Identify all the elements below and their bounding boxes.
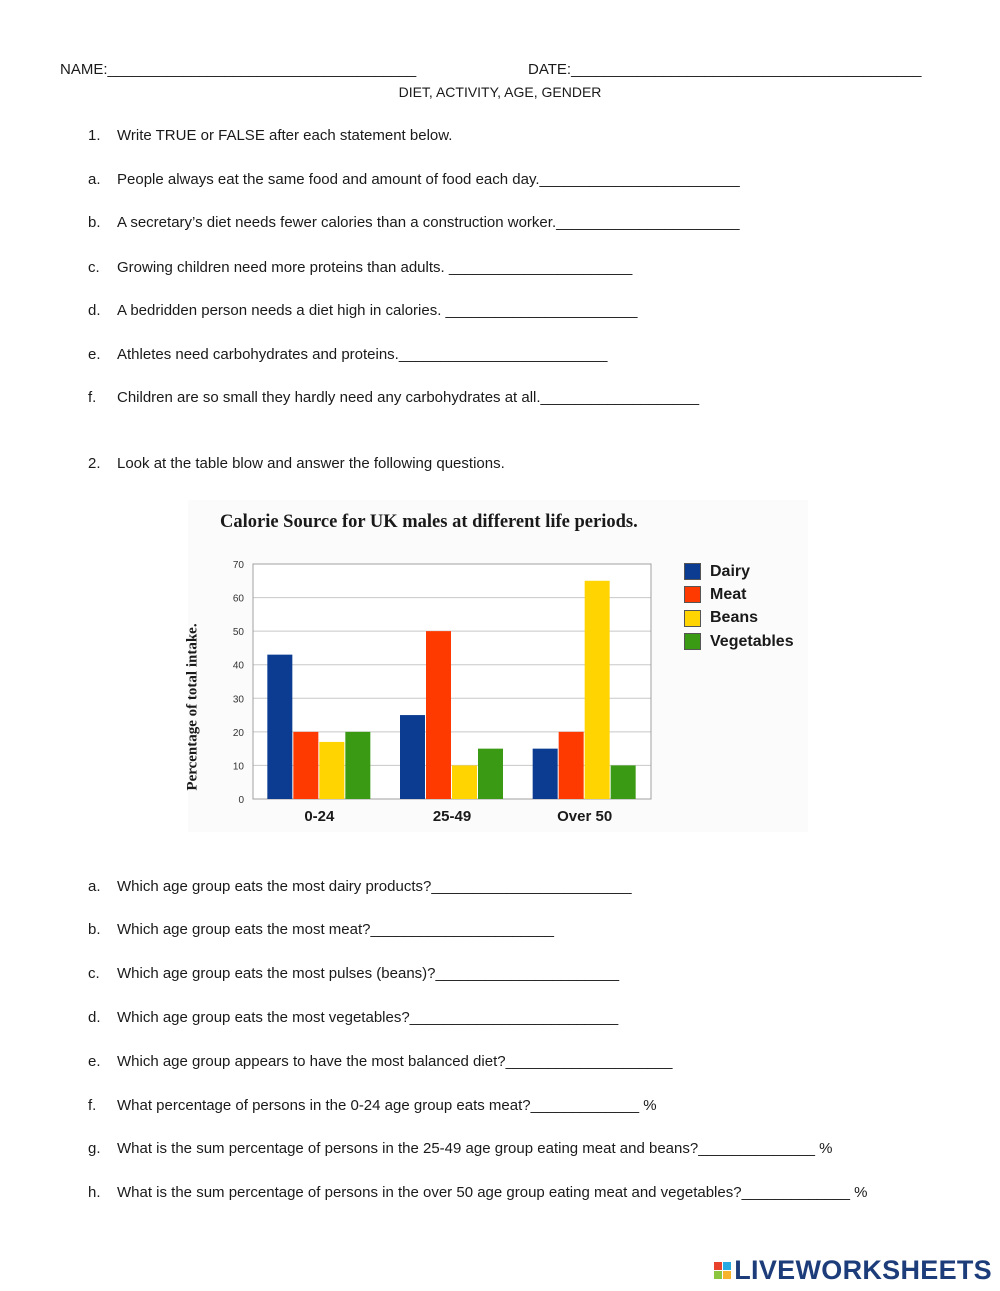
q2-item-letter: g. xyxy=(88,1140,101,1157)
chart-ylabel: Percentage of total intake. xyxy=(184,623,201,791)
logo-mark-icon xyxy=(714,1262,731,1279)
q1-item-letter: a. xyxy=(88,171,101,188)
q2-item-f[interactable]: What percentage of persons in the 0-24 age group eats meat?_____________ % xyxy=(117,1097,657,1114)
y-tick-label: 50 xyxy=(232,627,244,639)
q2-prompt: Look at the table blow and answer the following questions. xyxy=(117,455,505,472)
name-label: NAME: xyxy=(60,61,108,78)
legend-item-dairy xyxy=(684,560,794,583)
legend-swatch-vegetables xyxy=(684,633,701,650)
chart-plot xyxy=(188,500,808,832)
q1-item-d[interactable]: A bedridden person needs a diet high in calories. _______________________ xyxy=(117,302,638,319)
logo-block xyxy=(723,1262,731,1270)
y-tick-label: 40 xyxy=(232,660,244,672)
legend-swatch-dairy xyxy=(684,563,701,580)
bar-dairy-0-24 xyxy=(267,655,292,799)
q2-item-a[interactable]: Which age group eats the most dairy products?________________________ xyxy=(117,878,632,895)
q1-item-letter: c. xyxy=(88,259,100,276)
date-field xyxy=(528,61,921,78)
q2-item-d[interactable]: Which age group eats the most vegetables?_________________________ xyxy=(117,1009,619,1026)
q2-item-c[interactable]: Which age group eats the most pulses (beans)?______________________ xyxy=(117,965,620,982)
q1-item-f[interactable]: Children are so small they hardly need any carbohydrates at all.___________________ xyxy=(117,389,700,406)
legend-label-meat: Meat xyxy=(710,585,747,603)
bar-vegetables-25-49 xyxy=(478,749,503,799)
q2-number: 2. xyxy=(88,455,101,472)
y-tick-label: 10 xyxy=(232,761,244,773)
q2-item-letter: b. xyxy=(88,921,101,938)
bar-beans-over-50 xyxy=(585,581,610,799)
logo-text: LIVEWORKSHEETS xyxy=(734,1255,992,1285)
legend-label-dairy: Dairy xyxy=(710,562,751,580)
calorie-chart xyxy=(184,500,808,832)
q2-item-letter: a. xyxy=(88,878,101,895)
x-tick-label: Over 50 xyxy=(557,808,613,825)
x-tick-label: 0-24 xyxy=(304,808,335,825)
date-blank[interactable]: __________________________________________ xyxy=(571,61,922,78)
y-tick-label: 60 xyxy=(232,593,244,605)
q2-item-h[interactable]: What is the sum percentage of persons in the over 50 age group eating meat and vegetables?_____________ % xyxy=(117,1184,868,1201)
logo-block xyxy=(723,1271,731,1279)
q1-item-a[interactable]: People always eat the same food and amount of food each day.________________________ xyxy=(117,171,740,188)
y-tick-label: 30 xyxy=(232,694,244,706)
q1-number: 1. xyxy=(88,127,101,144)
q2-item-letter: h. xyxy=(88,1184,101,1201)
legend-label-vegetables: Vegetables xyxy=(710,632,794,650)
legend-swatch-meat xyxy=(684,586,701,603)
q2-item-letter: f. xyxy=(88,1097,97,1114)
q1-prompt: Write TRUE or FALSE after each statement below. xyxy=(117,127,453,144)
legend-label-beans: Beans xyxy=(710,609,759,627)
name-blank[interactable]: _____________________________________ xyxy=(107,61,417,78)
bar-vegetables-0-24 xyxy=(345,732,370,799)
bar-meat-25-49 xyxy=(426,631,451,799)
bar-beans-0-24 xyxy=(319,742,344,799)
bar-vegetables-over-50 xyxy=(611,765,636,799)
x-tick-label: 25-49 xyxy=(432,808,472,825)
q2-item-e[interactable]: Which age group appears to have the most balanced diet?____________________ xyxy=(117,1053,673,1070)
legend-item-beans xyxy=(684,607,794,630)
q2-item-letter: d. xyxy=(88,1009,101,1026)
logo-block xyxy=(714,1271,722,1279)
q2-item-letter: c. xyxy=(88,965,100,982)
q1-item-c[interactable]: Growing children need more proteins than adults. ______________________ xyxy=(117,259,633,276)
q2-item-g[interactable]: What is the sum percentage of persons in the 25-49 age group eating meat and beans?______________ % xyxy=(117,1140,833,1157)
bar-dairy-25-49 xyxy=(400,715,425,799)
q2-item-letter: e. xyxy=(88,1053,101,1070)
q1-item-letter: f. xyxy=(88,389,97,406)
bar-meat-0-24 xyxy=(293,732,318,799)
q2-item-b[interactable]: Which age group eats the most meat?______________________ xyxy=(117,921,554,938)
liveworksheets-logo[interactable] xyxy=(714,1255,992,1286)
q1-item-letter: d. xyxy=(88,302,101,319)
logo-block xyxy=(714,1262,722,1270)
q1-item-b[interactable]: A secretary’s diet needs fewer calories than a construction worker.______________________ xyxy=(117,214,740,231)
chart-title: Calorie Source for UK males at different life periods. xyxy=(220,512,638,532)
legend-swatch-beans xyxy=(684,610,701,627)
q1-item-letter: e. xyxy=(88,346,101,363)
legend-item-meat xyxy=(684,583,794,606)
name-field xyxy=(60,61,416,78)
bar-beans-25-49 xyxy=(452,765,477,799)
worksheet-subtitle: DIET, ACTIVITY, AGE, GENDER xyxy=(398,84,602,100)
legend-item-vegetables xyxy=(684,630,794,653)
q1-item-e[interactable]: Athletes need carbohydrates and proteins._________________________ xyxy=(117,346,608,363)
chart-legend xyxy=(684,560,794,653)
bar-dairy-over-50 xyxy=(533,749,558,799)
q1-item-letter: b. xyxy=(88,214,101,231)
date-label: DATE: xyxy=(528,61,572,78)
y-tick-label: 70 xyxy=(232,560,244,571)
y-tick-label: 20 xyxy=(232,727,244,739)
y-tick-label: 0 xyxy=(238,795,244,806)
bar-meat-over-50 xyxy=(559,732,584,799)
